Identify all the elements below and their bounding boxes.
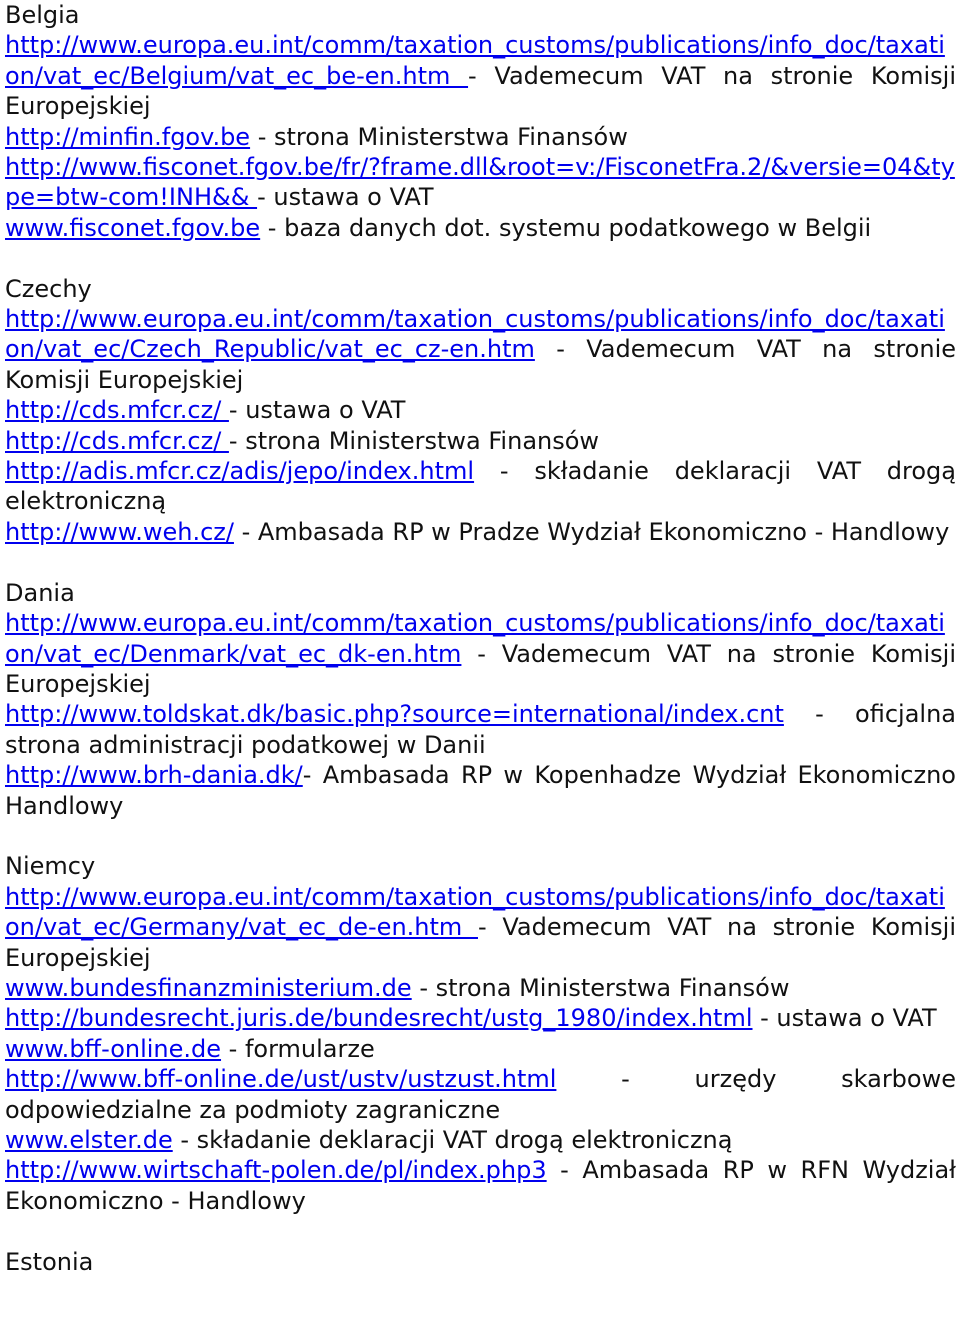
link[interactable]: http://adis.mfcr.cz/adis/jepo/index.html xyxy=(5,457,475,486)
link[interactable]: http://www.brh-dania.dk/ xyxy=(5,761,303,790)
list-item xyxy=(5,1155,956,1216)
link-description: - baza danych dot. systemu podatkowego w Belgii xyxy=(260,213,872,242)
list-item xyxy=(5,760,956,821)
list-item xyxy=(5,152,956,213)
link-description: - Ambasada RP w Kopenhadze Wydział Ekonomiczno Handlowy xyxy=(5,761,956,820)
link[interactable]: http://minfin.fgov.be xyxy=(5,122,251,151)
list-item xyxy=(5,973,956,1003)
link[interactable]: http://www.europa.eu.int/comm/taxation_customs/publications/info_doc/taxation/vat_ec/Denmark/vat_ec_dk-en.htm xyxy=(5,609,945,668)
link-description: - formularze xyxy=(221,1034,375,1063)
link-description: - urzędy skarbowe odpowiedzialne za podmioty zagraniczne xyxy=(5,1065,956,1124)
link[interactable]: http://www.europa.eu.int/comm/taxation_customs/publications/info_doc/taxation/vat_ec/Germany/vat_ec_de-en.htm xyxy=(5,882,945,942)
link-description: - Ambasada RP w RFN Wydział Ekonomiczno - Handlowy xyxy=(5,1156,956,1215)
link-description: - Vademecum VAT na stronie Komisji Europejskiej xyxy=(5,335,956,394)
list-item xyxy=(5,304,956,395)
section-estonia xyxy=(5,1247,956,1277)
link-description: - strona Ministerstwa Finansów xyxy=(228,426,600,455)
link-description: - Vademecum VAT na stronie Komisji Europejskiej xyxy=(5,61,956,121)
list-item xyxy=(5,30,956,121)
link[interactable]: www.fisconet.fgov.be xyxy=(5,213,261,242)
link[interactable]: http://www.europa.eu.int/comm/taxation_customs/publications/info_doc/taxation/vat_ec/Czech_Republic/vat_ec_cz-en.htm xyxy=(5,305,945,364)
link[interactable]: www.elster.de xyxy=(5,1125,173,1154)
link[interactable]: http://www.bff-online.de/ust/ustv/ustzust.html xyxy=(5,1065,557,1094)
link-description: - składanie deklaracji VAT drogą elektroniczną xyxy=(5,457,956,516)
link[interactable]: http://www.wirtschaft-polen.de/pl/index.php3 xyxy=(5,1156,547,1185)
link-description: - ustawa o VAT xyxy=(257,183,434,212)
list-item xyxy=(5,1125,956,1155)
link-description: - ustawa o VAT xyxy=(752,1004,937,1033)
list-item xyxy=(5,1064,956,1125)
list-item xyxy=(5,608,956,699)
list-item xyxy=(5,1003,956,1033)
country-heading: Czechy xyxy=(5,274,92,303)
list-item xyxy=(5,517,956,547)
list-item xyxy=(5,395,956,425)
link[interactable]: http://www.europa.eu.int/comm/taxation_customs/publications/info_doc/taxation/vat_ec/Belgium/vat_ec_be-en.htm xyxy=(5,31,945,90)
link-description: - strona Ministerstwa Finansów xyxy=(411,973,790,1002)
section-niemcy xyxy=(5,851,956,1216)
link-description: - Ambasada RP w Pradze Wydział Ekonomiczno - Handlowy xyxy=(233,517,950,546)
country-heading: Dania xyxy=(5,578,75,607)
list-item xyxy=(5,882,956,973)
link-description: - ustawa o VAT xyxy=(228,396,406,425)
list-item xyxy=(5,213,956,243)
list-item xyxy=(5,122,956,152)
link-description: - strona Ministerstwa Finansów xyxy=(250,122,628,151)
list-item xyxy=(5,699,956,760)
section-dania xyxy=(5,578,956,821)
link-description: - składanie deklaracji VAT drogą elektroniczną xyxy=(172,1125,733,1154)
country-heading: Belgia xyxy=(5,1,80,29)
link[interactable]: www.bundesfinanzministerium.de xyxy=(5,973,412,1002)
link[interactable]: http://www.weh.cz/ xyxy=(5,517,234,546)
link[interactable]: http://www.fisconet.fgov.be/fr/?frame.dll&root=v:/FisconetFra.2/&versie=04&type=btw-com!INH&& xyxy=(5,153,955,212)
country-heading: Niemcy xyxy=(5,852,96,881)
section-czechy xyxy=(5,274,956,548)
link[interactable]: http://cds.mfcr.cz/ xyxy=(5,426,229,455)
link[interactable]: http://www.toldskat.dk/basic.php?source=international/index.cnt xyxy=(5,700,784,729)
link[interactable]: http://cds.mfcr.cz/ xyxy=(5,396,229,425)
country-heading: Estonia xyxy=(5,1247,94,1276)
section-belgia xyxy=(5,0,956,243)
link[interactable]: http://bundesrecht.juris.de/bundesrecht/ustg_1980/index.html xyxy=(5,1004,753,1033)
list-item xyxy=(5,456,956,517)
link-description: - oficjalna strona administracji podatkowej w Danii xyxy=(5,700,956,759)
list-item xyxy=(5,426,956,456)
link-description: - Vademecum VAT na stronie Komisji Europejskiej xyxy=(5,639,956,698)
list-item xyxy=(5,1034,956,1064)
link-description: - Vademecum VAT na stronie Komisji Europejskiej xyxy=(5,913,956,972)
link[interactable]: www.bff-online.de xyxy=(5,1034,222,1063)
